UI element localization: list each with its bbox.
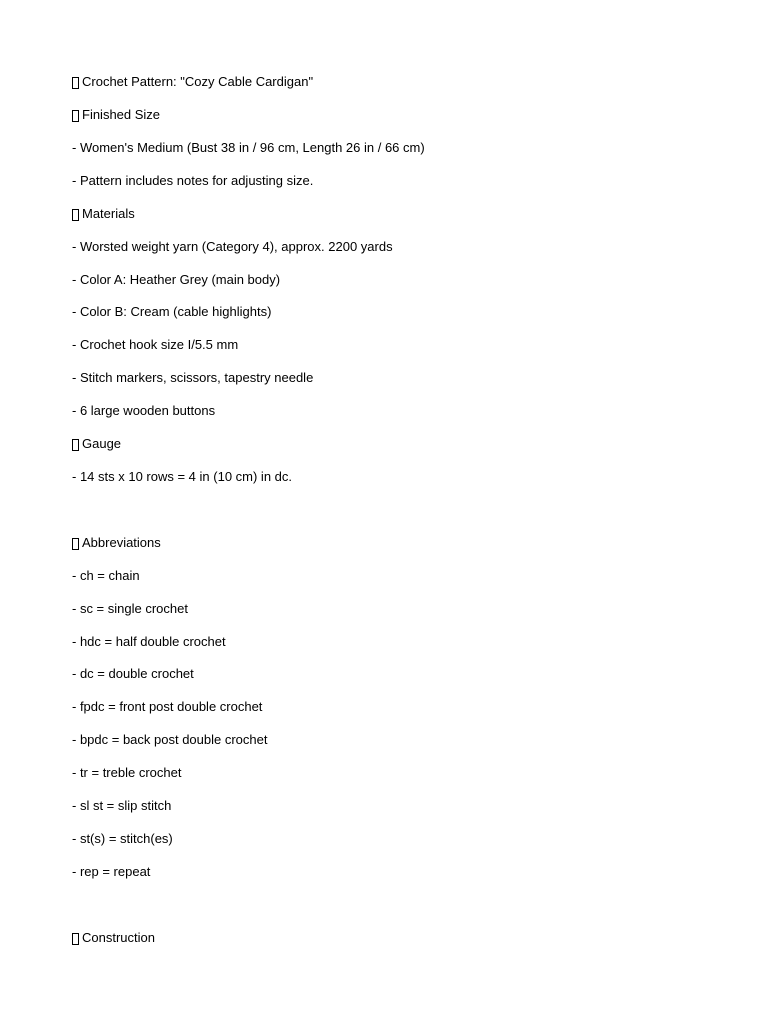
finished-size-heading — [72, 107, 160, 123]
heading-text: Materials — [82, 206, 135, 221]
missing-emoji-icon — [72, 933, 79, 945]
list-item: - 14 sts x 10 rows = 4 in (10 cm) in dc. — [72, 469, 292, 484]
list-item: - Color A: Heather Grey (main body) — [72, 272, 281, 287]
heading-text: Abbreviations — [82, 535, 161, 550]
gauge-heading — [72, 436, 121, 452]
missing-emoji-icon — [72, 77, 79, 89]
list-item: - st(s) = stitch(es) — [72, 831, 173, 846]
list-item: - bpdc = back post double crochet — [72, 732, 268, 747]
document-title — [72, 74, 313, 90]
construction-heading — [72, 930, 155, 946]
missing-emoji-icon — [72, 439, 79, 451]
list-item: - dc = double crochet — [72, 666, 194, 681]
missing-emoji-icon — [72, 110, 79, 122]
missing-emoji-icon — [72, 538, 79, 550]
list-item: - fpdc = front post double crochet — [72, 699, 263, 714]
list-item: - ch = chain — [72, 568, 140, 583]
list-item: - sc = single crochet — [72, 601, 188, 616]
list-item: - Stitch markers, scissors, tapestry needle — [72, 370, 314, 385]
title-text: Crochet Pattern: "Cozy Cable Cardigan" — [82, 74, 314, 89]
heading-text: Finished Size — [82, 107, 161, 122]
heading-text: Gauge — [82, 436, 122, 451]
list-item: - Pattern includes notes for adjusting size. — [72, 173, 314, 188]
materials-heading — [72, 206, 135, 222]
list-item: - hdc = half double crochet — [72, 634, 226, 649]
list-item: - Worsted weight yarn (Category 4), approx. 2200 yards — [72, 239, 393, 254]
list-item: - rep = repeat — [72, 864, 151, 879]
list-item: - sl st = slip stitch — [72, 798, 172, 813]
list-item: - 6 large wooden buttons — [72, 403, 216, 418]
missing-emoji-icon — [72, 209, 79, 221]
list-item: - tr = treble crochet — [72, 765, 182, 780]
heading-text: Construction — [82, 930, 155, 945]
abbreviations-heading — [72, 535, 161, 551]
list-item: - Women's Medium (Bust 38 in / 96 cm, Length 26 in / 66 cm) — [72, 140, 425, 155]
list-item: - Color B: Cream (cable highlights) — [72, 304, 272, 319]
list-item: - Crochet hook size I/5.5 mm — [72, 337, 239, 352]
